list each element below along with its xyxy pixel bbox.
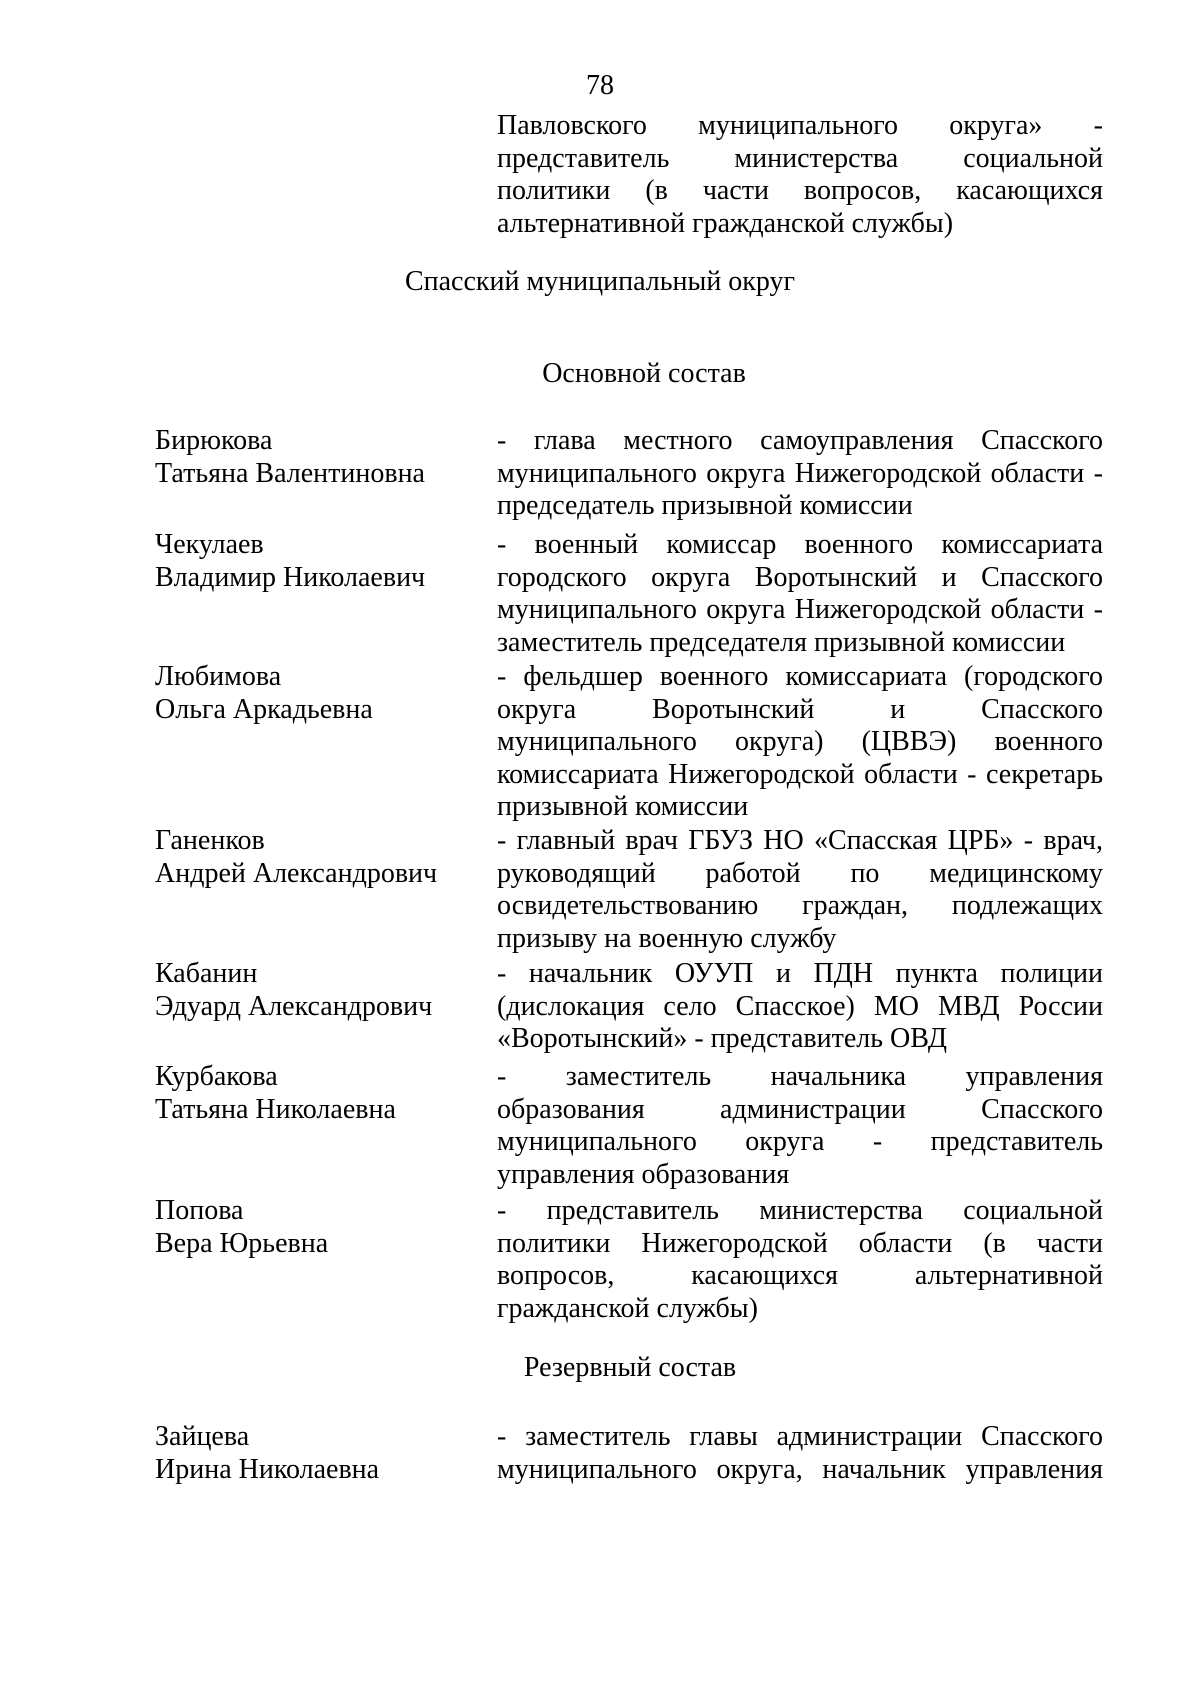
member-name (155, 958, 475, 1023)
role-line: «Воротынский» - представитель ОВД (497, 1023, 947, 1054)
role-line: муниципального округа - представитель (497, 1126, 1103, 1157)
role-line: комиссариата Нижегородской области - секретарь (497, 758, 1103, 790)
reserve-member-name (155, 1421, 475, 1486)
role-line: муниципального округа, начальник управления (497, 1453, 1103, 1485)
role-line: призывной комиссии (497, 791, 749, 822)
continuation-text (497, 110, 1103, 240)
member-given-names: Вера Юрьевна (155, 1227, 329, 1259)
reserve-section-title: Резервный состав (523, 1352, 737, 1383)
role-line: образования администрации Спасского (497, 1093, 1103, 1125)
member-role (497, 825, 1103, 955)
member-role (497, 425, 1103, 523)
member-name (155, 529, 475, 594)
role-line: - фельдшер военного комиссариата (городского (497, 661, 1103, 692)
role-line: городского округа Воротынский и Спасского (497, 561, 1103, 593)
member-surname: Курбакова (155, 1061, 278, 1092)
member-name (155, 425, 475, 490)
continuation-line: представитель министерства социальной (497, 142, 1103, 174)
role-line: руководящий работой по медицинскому (497, 857, 1103, 889)
member-surname: Зайцева (155, 1421, 250, 1452)
member-given-names: Ирина Николаевна (155, 1453, 380, 1485)
role-line: освидетельствованию граждан, подлежащих (497, 890, 1103, 921)
member-role (497, 1061, 1103, 1191)
member-name (155, 1061, 475, 1126)
member-name (155, 1195, 475, 1260)
member-given-names: Эдуард Александрович (155, 990, 433, 1022)
page-number: 78 (586, 70, 614, 101)
member-given-names: Ольга Аркадьевна (155, 693, 373, 725)
role-line: (дислокация село Спасское) МО МВД России (497, 990, 1103, 1022)
role-line: призыву на военную службу (497, 922, 837, 954)
role-line: управления образования (497, 1158, 790, 1190)
member-given-names: Татьяна Валентиновна (155, 457, 425, 489)
main-section-title: Основной состав (542, 358, 746, 389)
role-line: муниципального округа Нижегородской области - (497, 457, 1103, 489)
role-line: вопросов, касающихся альтернативной (497, 1260, 1103, 1291)
member-surname: Чекулаев (155, 529, 264, 560)
member-given-names: Татьяна Николаевна (155, 1093, 396, 1125)
member-surname: Бирюкова (155, 425, 273, 456)
member-role (497, 958, 1103, 1056)
member-given-names: Владимир Николаевич (155, 561, 426, 593)
member-role (497, 661, 1103, 824)
role-line: - глава местного самоуправления Спасского (497, 425, 1103, 456)
member-surname: Попова (155, 1195, 244, 1226)
district-title: Спасский муниципальный округ (404, 266, 796, 297)
member-name (155, 661, 475, 726)
member-surname: Кабанин (155, 958, 258, 989)
member-role (497, 529, 1103, 659)
member-name (155, 825, 475, 890)
member-role (497, 1195, 1103, 1325)
role-line: - заместитель начальника управления (497, 1061, 1103, 1092)
role-line: - представитель министерства социальной (497, 1195, 1103, 1226)
role-line: председатель призывной комиссии (497, 490, 913, 521)
role-line: политики Нижегородской области (в части (497, 1227, 1103, 1259)
role-line: муниципального округа Нижегородской области - (497, 594, 1103, 625)
role-line: муниципального округа) (ЦВВЭ) военного (497, 726, 1103, 757)
role-line: округа Воротынский и Спасского (497, 693, 1103, 725)
reserve-member-role (497, 1421, 1103, 1486)
continuation-line: Павловского муниципального округа» - (497, 110, 1103, 141)
role-line: - главный врач ГБУЗ НО «Спасская ЦРБ» - врач, (497, 825, 1103, 856)
member-surname: Любимова (155, 661, 282, 692)
role-line: - военный комиссар военного комиссариата (497, 529, 1103, 560)
continuation-line: политики (в части вопросов, касающихся (497, 175, 1103, 206)
role-line: гражданской службы) (497, 1292, 758, 1324)
role-line: - заместитель главы администрации Спасского (497, 1421, 1103, 1452)
role-line: - начальник ОУУП и ПДН пункта полиции (497, 958, 1103, 989)
member-given-names: Андрей Александрович (155, 857, 438, 889)
role-line: заместитель председателя призывной комиссии (497, 626, 1066, 658)
continuation-line: альтернативной гражданской службы) (497, 207, 954, 239)
member-surname: Ганенков (155, 825, 265, 856)
